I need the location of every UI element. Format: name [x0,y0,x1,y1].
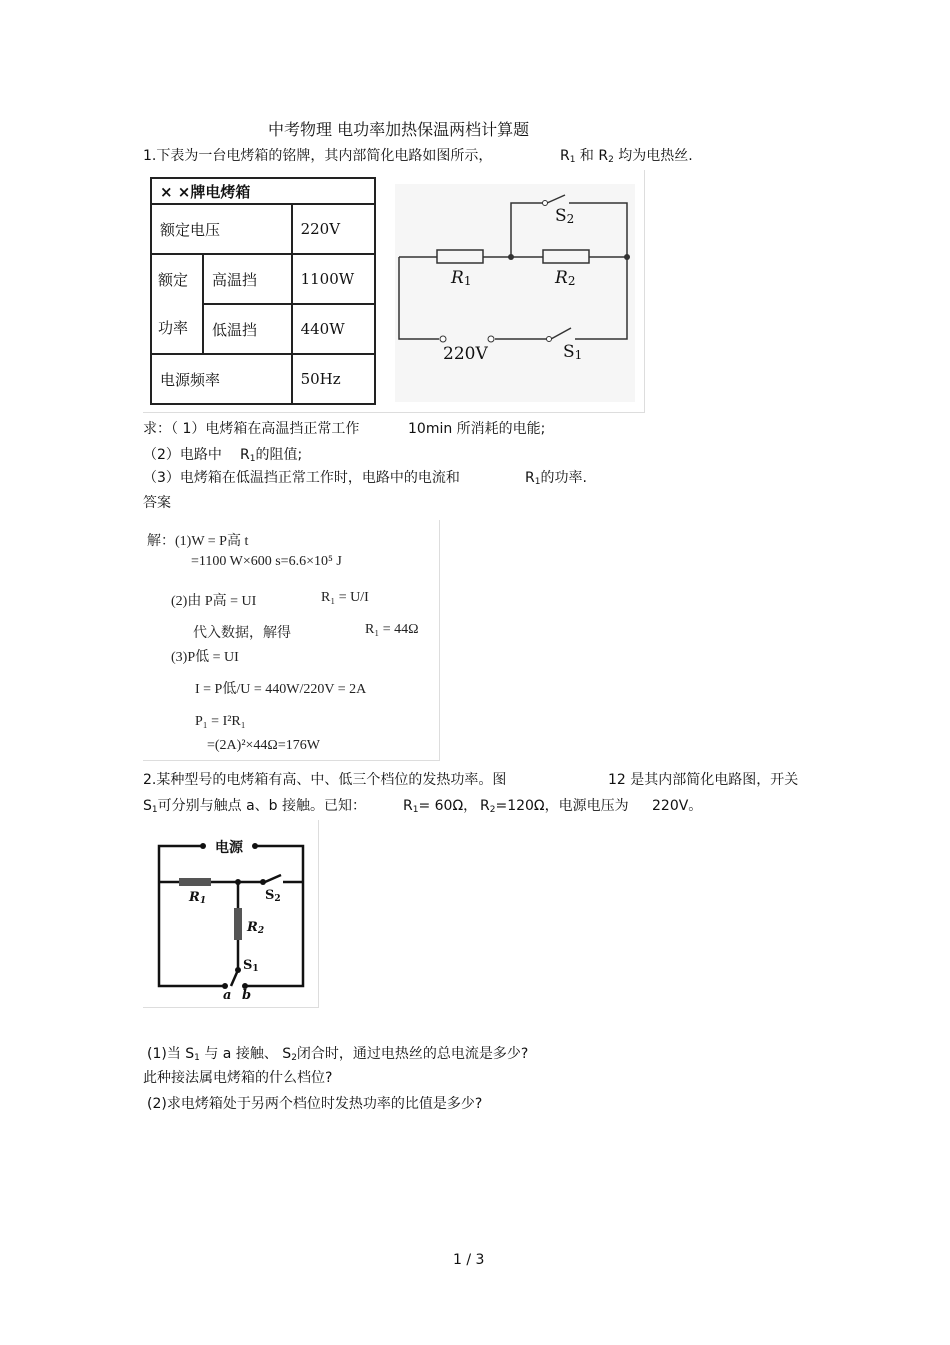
q1-ask-1: 求：（ 1）电烤箱在高温挡正常工作 [143,421,360,437]
q1-circuit-diagram [395,184,635,402]
q1-ask-3b: $R_1$的功率. [525,470,587,487]
solution-line-6: I = P低/U = 440W/220V = 2A [195,682,367,697]
rated-voltage-value: 220V [292,204,375,254]
label-a: a [223,988,232,1003]
low-temp-label: 低温挡 [203,304,292,354]
q2-line-2: $S_1$可分别与触点 a、b 接触。已知： [143,798,366,815]
q1-intro-resistors: $R_1$ 和 $R_2$ 均为电热丝. [560,148,693,165]
q2-line-1b: 12 是其内部简化电路图，开关 [608,772,799,788]
q1-figure [143,170,645,413]
solution-line-1: 解：(1)W = P高 t [147,534,249,549]
q1-intro [143,147,492,165]
q1-intro-text: 1.下表为一台电烤箱的铭牌，其内部简化电路如图所示， [143,148,493,164]
frequency-label: 电源频率 [151,354,292,404]
solution-line-5: (3)P低 = UI [171,650,239,665]
solution-line-4b: R₁ = 44Ω [365,622,419,637]
solution-line-8: =(2A)²×44Ω=176W [207,738,320,753]
solution-line-4a: 代入数据，解得 [193,626,291,641]
q1-circuit [395,184,635,402]
q1-ask-1b: 10min 所消耗的电能; [408,421,546,437]
label-power-source: 电源 [215,840,243,856]
q2-line-2-r1: $R_1= 60\Omega$， [403,798,478,815]
answer-label: 答案 [143,495,171,511]
frequency-value: 50Hz [292,354,375,404]
label-s1: $S_1$ [243,958,259,974]
solution-line-7: P₁ = I²R₁ [195,714,246,729]
page-number: 1 / 3 [453,1252,485,1268]
label-s2: $S_2$ [265,888,281,904]
label-s1: S1 [563,342,583,362]
q2-line-1: 2.某种型号的电烤箱有高、中、低三个档位的发热功率。图 [143,772,507,788]
q2-line-2-voltage: 220V。 [652,798,703,814]
q1-solution [143,520,440,761]
rated-voltage-label: 额定电压 [151,204,292,254]
rated-power-label: 额定 功率 [151,254,203,354]
label-r1: $R_1$ [189,890,207,906]
label-s2: S2 [555,206,575,226]
solution-line-2: =1100 W×600 s=6.6×10⁵ J [191,554,342,569]
q1-ask-2: （2）电路中 [143,447,222,463]
high-temp-value: 1100W [292,254,375,304]
solution-line-3a: (2)由 P高 = UI [171,594,257,609]
q2-line-2-r2: $R_2=120\Omega$，电源电压为 [480,798,629,815]
high-temp-label: 高温挡 [203,254,292,304]
label-220v: 220V [443,344,488,364]
q2-sub-1: (1)当 $S_1$ 与 a 接触、 $S_2$闭合时，通过电热丝的总电流是多少? [147,1046,529,1063]
low-temp-value: 440W [292,304,375,354]
nameplate-heading: × ×牌电烤箱 [151,178,375,204]
q2-figure [143,820,319,1008]
q1-ask-3: （3）电烤箱在低温挡正常工作时，电路中的电流和 [143,470,460,486]
page-title: 中考物理 电功率加热保温两档计算题 [268,120,530,139]
solution-line-3b: R₁ = U/I [321,590,369,605]
q1-ask-2b: $R_1$的阻值; [240,447,303,464]
label-r1: R1 [451,268,472,288]
nameplate-table [150,177,376,405]
label-b: b [242,988,252,1003]
label-r2: $R_2$ [247,920,265,936]
label-r2: R2 [555,268,576,288]
q2-sub-2: (2)求电烤箱处于另两个档位时发热功率的比值是多少? [147,1096,483,1112]
q2-sub-1-cont: 此种接法属电烤箱的什么档位? [143,1070,333,1086]
